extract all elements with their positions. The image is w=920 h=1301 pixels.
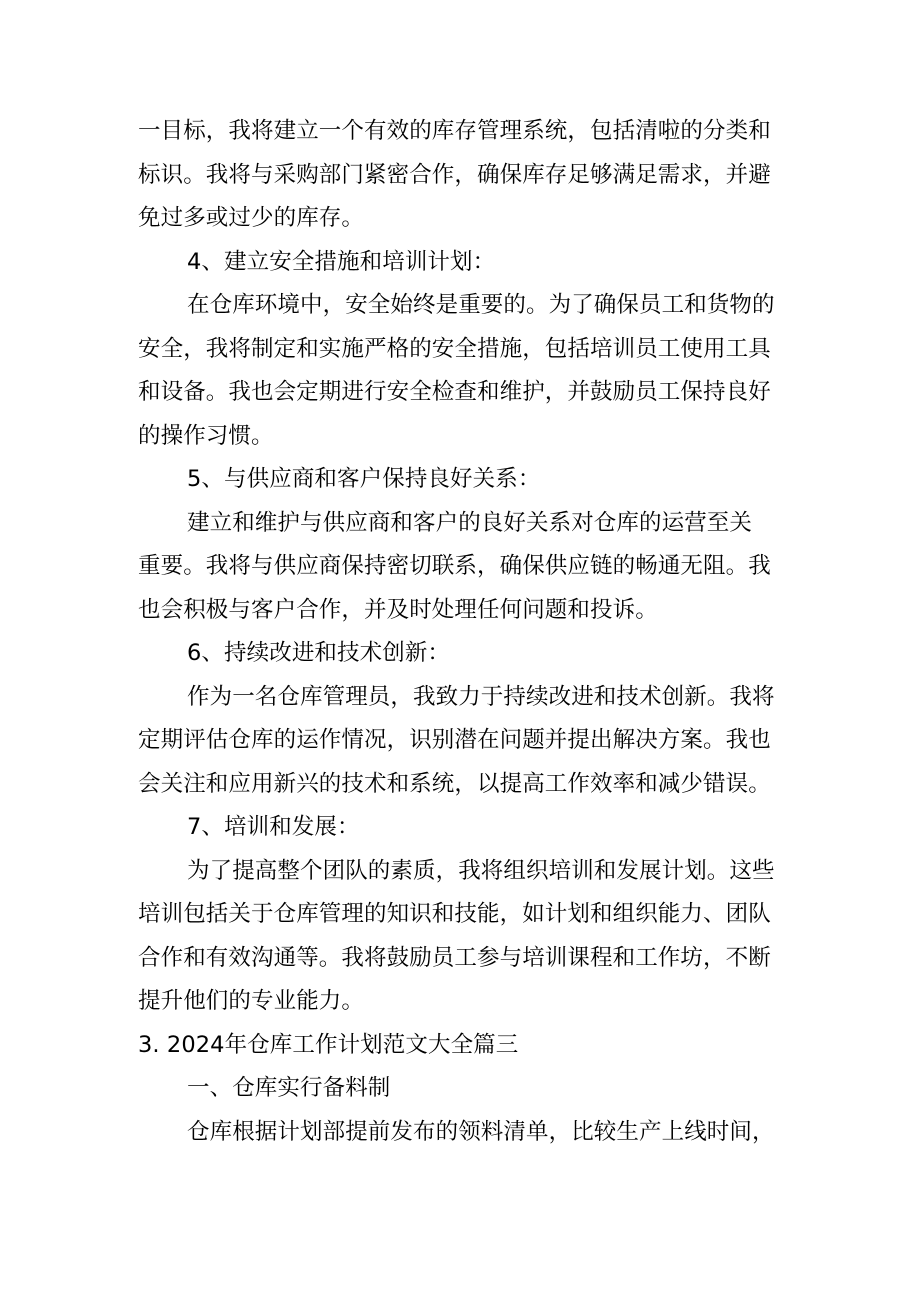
body-line: 和设备。我也会定期进行安全检查和维护，并鼓励员工保持良好 [138, 379, 771, 405]
body-line: 的操作习惯。 [138, 423, 274, 449]
body-line: 定期评估仓库的运作情况，识别潜在问题并提出解决方案。我也 [138, 727, 771, 753]
section-title: 3. 2024年仓库工作计划范文大全篇三 [138, 1032, 519, 1058]
body-line: 标识。我将与采购部门紧密合作，确保库存足够满足需求，并避 [138, 162, 771, 188]
body-line: 也会积极与客户合作，并及时处理任何问题和投诉。 [138, 597, 658, 623]
body-line: 为了提高整个团队的素质，我将组织培训和发展计划。这些 [187, 858, 775, 884]
body-line: 作为一名仓库管理员，我致力于持续改进和技术创新。我将 [187, 684, 775, 710]
body-line: 安全，我将制定和实施严格的安全措施，包括培训员工使用工具 [138, 336, 771, 362]
body-line: 重要。我将与供应商保持密切联系，确保供应链的畅通无阻。我 [138, 553, 771, 579]
item-heading-6: 6、持续改进和技术创新： [187, 640, 451, 666]
item-heading-5: 5、与供应商和客户保持良好关系： [187, 466, 541, 492]
body-line: 一目标，我将建立一个有效的库存管理系统，包括清啦的分类和 [138, 118, 771, 144]
body-line: 免过多或过少的库存。 [138, 205, 365, 231]
item-heading-7: 7、培训和发展： [187, 814, 360, 840]
body-line: 培训包括关于仓库管理的知识和技能，如计划和组织能力、团队 [138, 901, 771, 927]
item-heading-4: 4、建立安全措施和培训计划： [187, 249, 496, 275]
body-line: 在仓库环境中，安全始终是重要的。为了确保员工和货物的 [187, 292, 775, 318]
body-line: 仓库根据计划部提前发布的领料清单，比较生产上线时间， [187, 1119, 775, 1145]
body-line: 合作和有效沟通等。我将鼓励员工参与培训课程和工作坊，不断 [138, 945, 771, 971]
subsection-heading: 一、仓库实行备料制 [187, 1075, 391, 1101]
body-line: 提升他们的专业能力。 [138, 988, 365, 1014]
body-line: 建立和维护与供应商和客户的良好关系对仓库的运营至关 [187, 510, 753, 536]
body-line: 会关注和应用新兴的技术和系统，以提高工作效率和减少错误。 [138, 771, 771, 797]
